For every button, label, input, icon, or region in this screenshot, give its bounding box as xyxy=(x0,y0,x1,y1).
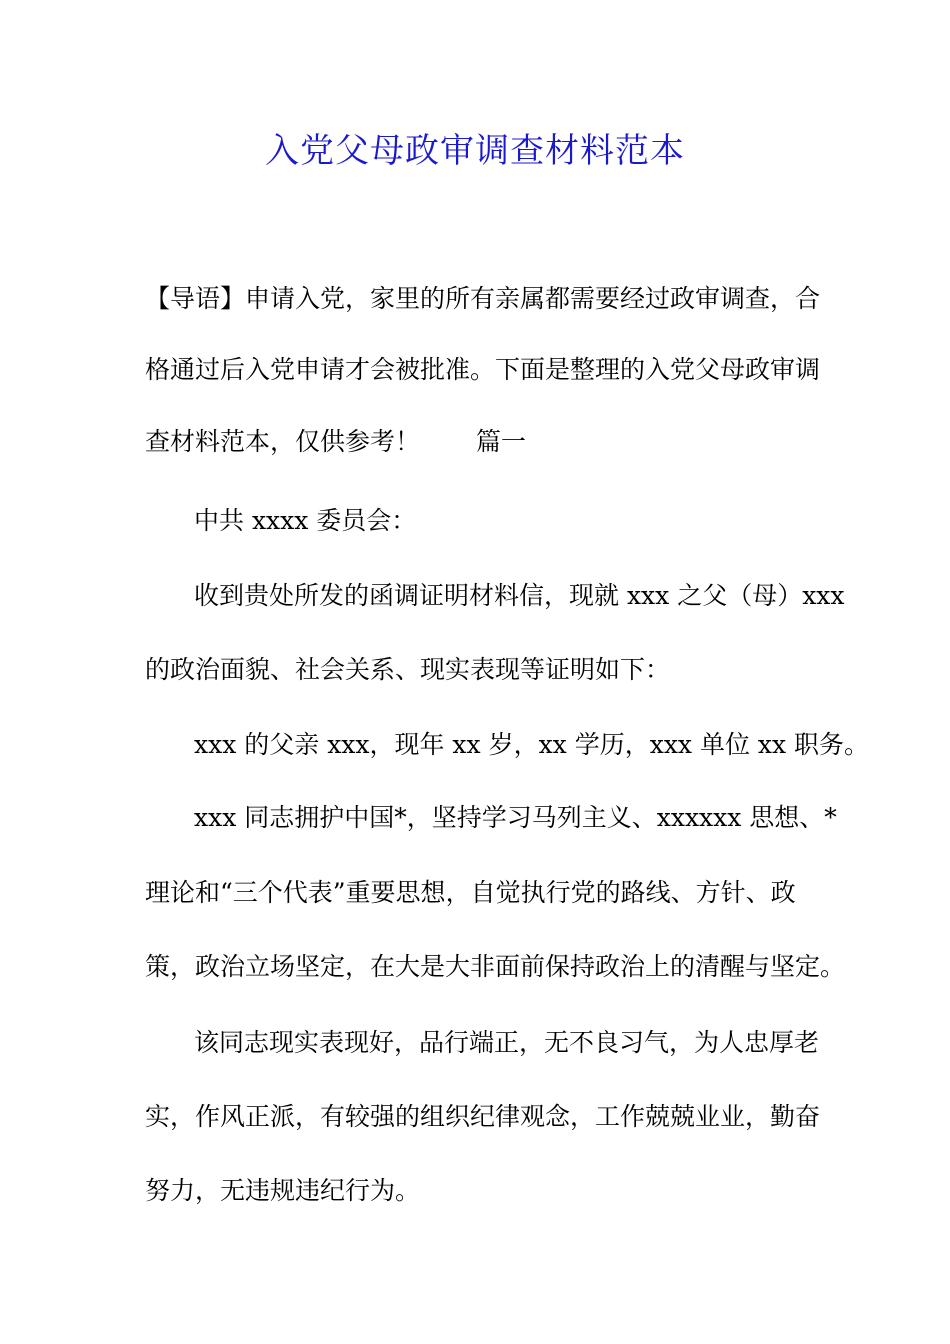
intro-line-1: 【导语】申请入党，家里的所有亲属都需要经过政审调查，合 xyxy=(145,284,821,313)
intro-line-3 xyxy=(145,424,526,460)
salutation: 中共 xxxx 委员会： xyxy=(194,506,417,535)
para4-line-1: 该同志现实表现好，品行端正，无不良习气，为人忠厚老 xyxy=(194,1028,820,1057)
para1-line-2: 的政治面貌、社会关系、现实表现等证明如下： xyxy=(145,655,671,684)
para3-line-3: 策，政治立场坚定，在大是大非面前保持政治上的清醒与坚定。 xyxy=(145,952,846,981)
intro-line-3-text: 查材料范本，仅供参考！ xyxy=(145,427,421,456)
para3-line-1: xxx 同志拥护中国*，坚持学习马列主义、xxxxxx 思想、* xyxy=(194,803,837,832)
para4-line-2: 实，作风正派，有较强的组织纪律观念，工作兢兢业业，勤奋 xyxy=(145,1102,821,1131)
para2-line-1: xxx 的父亲 xxx，现年 xx 岁，xx 学历，xxx 单位 xx 职务。 xyxy=(194,730,870,759)
para1-line-1: 收到贵处所发的函调证明材料信，现就 xxx 之父（母）xxx xyxy=(194,581,845,610)
section-label: 篇一 xyxy=(476,427,527,456)
document-title: 入党父母政审调查材料范本 xyxy=(265,131,685,171)
para3-line-2: 理论和“三个代表”重要思想，自觉执行党的路线、方针、政 xyxy=(145,878,796,907)
para4-line-3: 努力，无违规违纪行为。 xyxy=(145,1176,421,1205)
intro-line-2: 格通过后入党申请才会被批准。下面是整理的入党父母政审调 xyxy=(145,355,821,384)
